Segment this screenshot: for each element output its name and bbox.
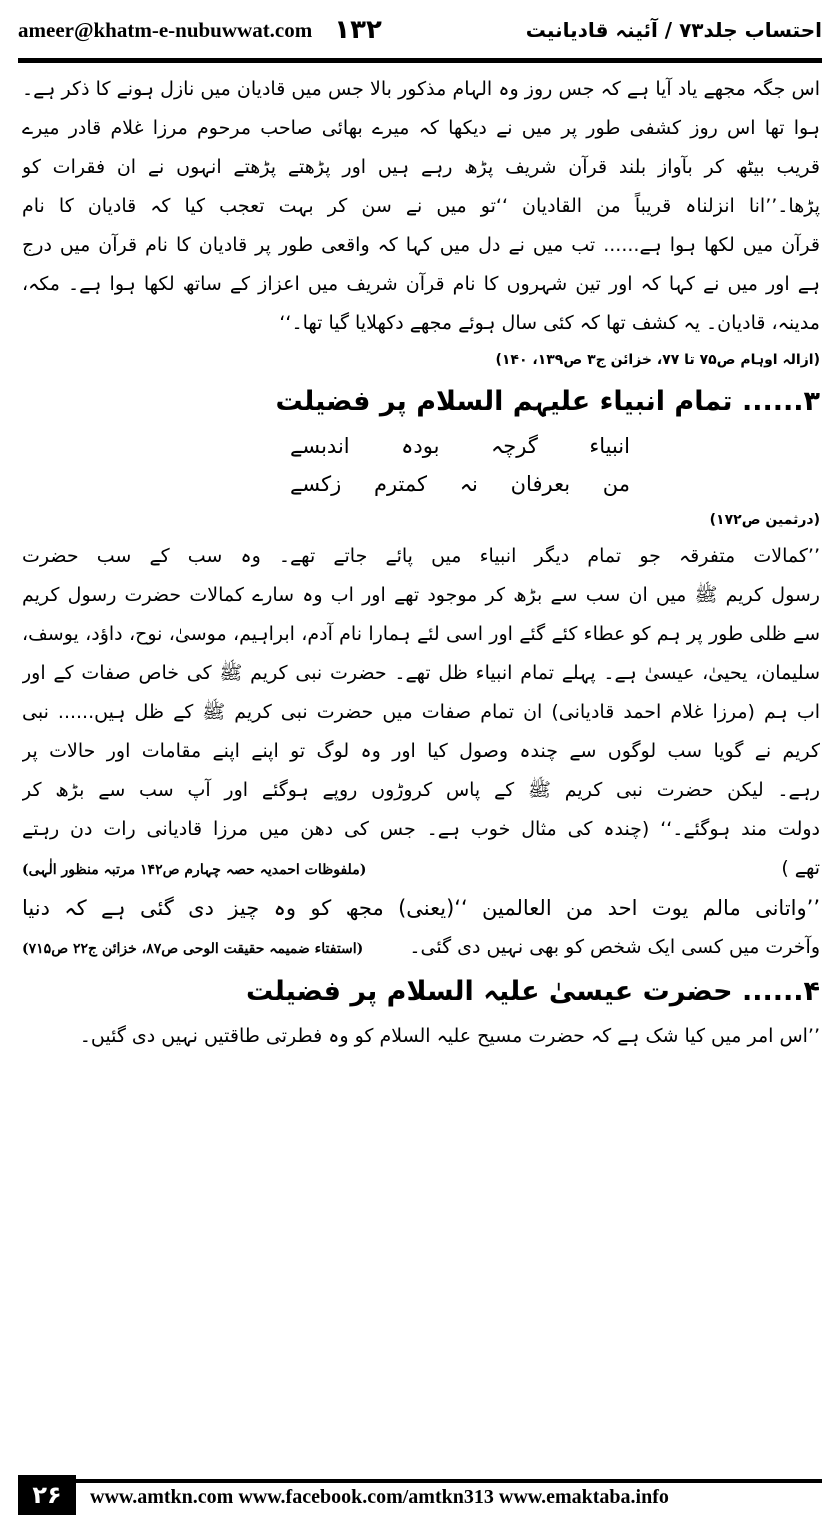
- page-header: [18, 8, 822, 52]
- text-line: سے ظلی طور پر ہم کو عطاء کئے گئے اور اسی لئے ہمارا نام آدم، ابراہیم، موسیٰ، نوح، داؤد، یوسف،: [22, 623, 820, 645]
- text-line-tail: تھے ): [781, 857, 820, 879]
- text-line: ’’کمالات متفرقہ جو تمام دیگر انبیاء میں پائے جاتے تھے۔ وہ سب کے سب حضرت: [22, 545, 820, 567]
- text-line: پڑھا۔’’انا انزلناہ قریباً من القادیان ‘‘تو میں نے سن کر بہت تعجب کیا کہ قادیان کا نام: [22, 195, 820, 217]
- text-line: ’’واتانی مالم یوت احد من العالمین ‘‘(یعنی) مجھ کو وہ چیز دی گئی ہے کہ دنیا: [22, 896, 820, 920]
- verse-word: بعرفان: [510, 472, 571, 496]
- reference-citation: (درثمین ص۱۷۲): [709, 512, 820, 528]
- text-line: قرآن میں لکھا ہوا ہے...... تب میں نے دل میں کہا کہ واقعی طور پر قادیان کا نام قرآن میں درج: [22, 234, 820, 256]
- verse-word: اندبسے: [290, 434, 350, 458]
- reference-citation: (استفتاء ضمیمہ حقیقت الوحی ص۸۷، خزائن ج۲۲ ص۷۱۵): [22, 941, 364, 957]
- text-line: قریب بیٹھ کر بآواز بلند قرآن شریف پڑھ رہے ہیں اور پڑھتے پڑھتے انہوں نے ان فقرات کو: [22, 156, 820, 178]
- text-line: ’’اس امر میں کیا شک ہے کہ حضرت مسیح علیہ السلام کو وہ فطرتی طاقتیں نہیں دی گئیں۔: [79, 1025, 820, 1047]
- paragraph-kamalat: [22, 537, 820, 888]
- persian-verse: [290, 427, 630, 503]
- header-page-number: ۱۳۲: [334, 15, 382, 45]
- text-line: ہے اور میں نے کہا کہ اور تین شہروں کا نام قرآن شریف میں اعزاز کے ساتھ لکھا ہوا ہے۔ مکہ،: [22, 273, 820, 295]
- text-line: کریم نے گویا سب لوگوں سے چندہ وصول کیا اور وہ لوگ تو اپنے اپنے مقامات اور حالات پر: [22, 740, 820, 762]
- paragraph-arabic-quote: [22, 888, 820, 967]
- text-line: سلیمان، یحییٰ، عیسیٰ ہے۔ پہلے تمام انبیاء ظل تھے۔ حضرت نبی کریم ﷺ کی خاص صفات کے اور: [22, 662, 820, 684]
- verse-word: انبیاء: [589, 434, 630, 458]
- text-line: اب ہم (مرزا غلام احمد قادیانی) ان تمام صفات میں حضرت نبی کریم ﷺ کے ظل ہیں...... نبی: [22, 701, 820, 723]
- header-book-title: احتساب جلد۷۳ / آئینہ قادیانیت: [525, 18, 822, 42]
- text-line: ہوا تھا اس روز کشفی طور پر میں نے دیکھا کہ میرے بھائی صاحب مرحوم مرزا غلام قادر میرے: [22, 117, 820, 139]
- header-left: [18, 15, 382, 45]
- reference-citation: (ازالہ اوہام ص۷۵ تا ۷۷، خزائن ج۳ ص۱۳۹، ۱۴۰): [495, 352, 820, 368]
- verse-word: گرچہ: [490, 434, 538, 458]
- text-line-with-citation: [22, 849, 820, 888]
- page-content: [22, 70, 820, 1460]
- text-line-tail: وآخرت میں کسی ایک شخص کو بھی نہیں دی گئی۔: [409, 936, 820, 958]
- verse-word: نہ: [459, 472, 478, 496]
- verse-word: من: [602, 472, 630, 496]
- footer-page-number: ۲۶: [18, 1475, 76, 1515]
- reference-citation: (ملفوظات احمدیہ حصہ چہارم ص۱۴۲ مرتبہ منظور الٰہی): [22, 862, 367, 878]
- text-line: رہے۔ لیکن حضرت نبی کریم ﷺ کے پاس کروڑوں روپے ہوگئے اور آپ سب سے بڑھ کر: [22, 779, 820, 801]
- verse-line-1: [290, 427, 630, 465]
- header-email[interactable]: ameer@khatm-e-nubuwwat.com: [18, 17, 313, 42]
- footer-links[interactable]: www.amtkn.com www.facebook.com/amtkn313 www.emaktaba.info: [90, 1486, 669, 1508]
- text-line: اس جگہ مجھے یاد آیا ہے کہ جس روز وہ الہام مذکور بالا جس میں قادیان میں نازل ہونے کا ذکر ہے۔: [22, 78, 820, 100]
- section-heading-3: ۳...... تمام انبیاء علیہم السلام پر فضیلت: [275, 386, 820, 417]
- verse-line-2: [290, 465, 630, 503]
- text-line: مدینہ، قادیان۔ یہ کشف تھا کہ کئی سال ہوئے مجھے دکھلایا گیا تھا۔‘‘: [279, 312, 820, 334]
- text-line: دولت مند ہوگئے۔‘‘ (چندہ کی مثال خوب ہے۔ جس کی دھن میں مرزا قادیانی رات دن رہتے: [22, 818, 820, 840]
- paragraph-kashf: [22, 70, 820, 343]
- verse-word: زکسے: [290, 472, 342, 496]
- text-line: رسول کریم ﷺ میں ان سب سے بڑھ کر موجود تھے اور اب وہ سارے کمالات حضرت رسول کریم: [22, 584, 820, 606]
- verse-word: کمترم: [373, 472, 428, 496]
- page-footer: [18, 1474, 822, 1516]
- section-heading-4: ۴...... حضرت عیسیٰ علیہ السلام پر فضیلت: [246, 976, 820, 1007]
- footer-bar: [76, 1475, 822, 1515]
- header-rule: [18, 58, 822, 63]
- verse-word: بودہ: [401, 434, 440, 458]
- text-line-with-citation: [22, 928, 820, 967]
